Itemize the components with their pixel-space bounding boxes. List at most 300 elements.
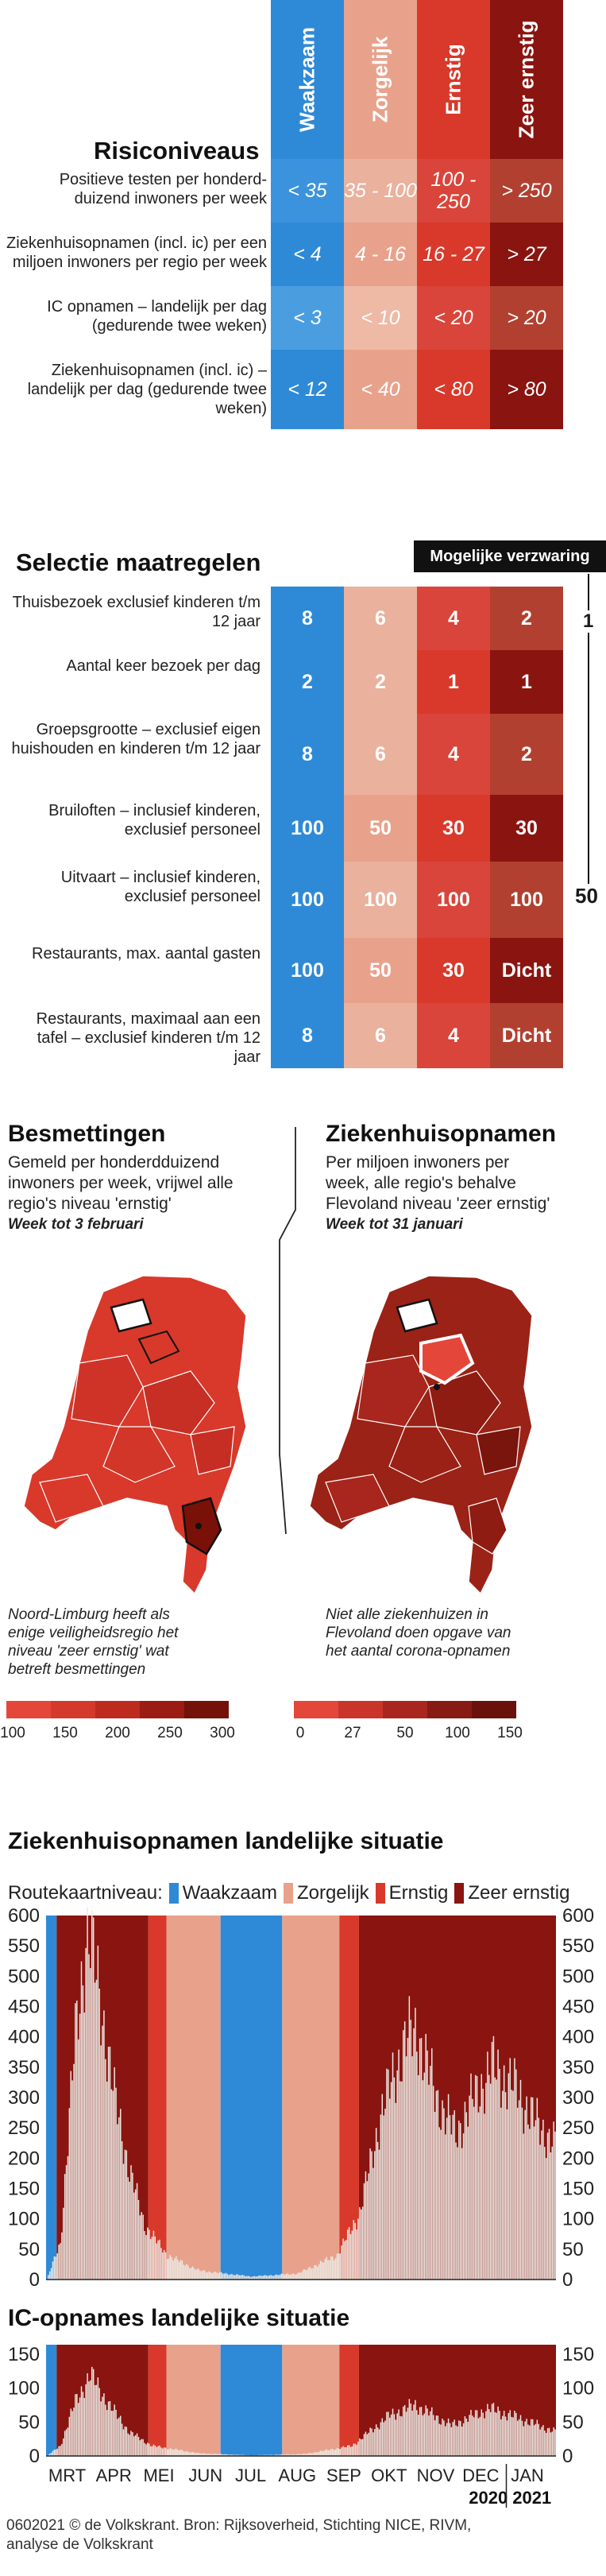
map-left-note xyxy=(8,1606,178,1679)
y-tick-label-right: 450 xyxy=(562,1996,595,2018)
bar xyxy=(374,2429,375,2456)
bar xyxy=(401,2082,402,2280)
bar xyxy=(311,2268,312,2280)
measure-cell: 4 xyxy=(417,714,490,795)
bar xyxy=(411,2056,412,2280)
bar xyxy=(325,2450,326,2456)
bar xyxy=(505,2092,506,2280)
bar xyxy=(111,2090,112,2280)
bar xyxy=(118,2117,119,2280)
bar xyxy=(359,2438,360,2456)
bar xyxy=(507,2420,508,2456)
bar xyxy=(76,2394,77,2456)
measure-cell: 6 xyxy=(344,714,417,795)
bar xyxy=(406,2056,407,2280)
x-tick-label: APR xyxy=(95,2466,132,2485)
bar xyxy=(399,2416,400,2456)
bar xyxy=(76,2001,77,2280)
measure-cell: 8 xyxy=(271,587,344,650)
bar xyxy=(537,2098,538,2280)
bar xyxy=(409,2399,410,2456)
bar xyxy=(61,2233,62,2280)
bar xyxy=(380,2114,381,2280)
y-tick-label-right: 300 xyxy=(562,2087,595,2109)
bar xyxy=(90,2380,91,2456)
y-tick-label-right: 0 xyxy=(562,2446,573,2467)
bar xyxy=(512,2091,513,2280)
bar xyxy=(539,2144,540,2280)
bar xyxy=(482,2089,483,2280)
measure-cell: 30 xyxy=(490,795,563,862)
bar xyxy=(367,2435,368,2456)
measure-cell: 6 xyxy=(344,587,417,650)
bar xyxy=(157,2446,158,2456)
x-tick-label: JUL xyxy=(234,2466,267,2485)
bar xyxy=(113,2411,114,2456)
risk-cell: < 4 xyxy=(271,223,344,286)
bar xyxy=(526,2419,527,2456)
bar xyxy=(327,2450,328,2456)
desc-line: Flevoland niveau 'zeer ernstig' xyxy=(326,1195,550,1213)
bar xyxy=(221,2272,222,2280)
bar xyxy=(473,2107,474,2280)
bar xyxy=(115,2088,116,2280)
bar xyxy=(184,2452,185,2456)
bar xyxy=(411,2411,412,2456)
bar xyxy=(338,2253,339,2280)
y-tick-label-right: 150 xyxy=(562,2344,595,2365)
risk-cell: < 3 xyxy=(271,286,344,350)
bar xyxy=(71,2411,72,2456)
bar xyxy=(155,2446,156,2456)
map-ziekenhuisopnamen xyxy=(294,1268,548,1602)
bar xyxy=(275,2275,276,2280)
bar xyxy=(547,2428,548,2456)
legend-tick: 100 xyxy=(445,1725,470,1741)
bar xyxy=(416,2051,417,2280)
bar xyxy=(532,2098,533,2280)
bar xyxy=(105,2405,106,2456)
bar xyxy=(542,2425,543,2456)
bar xyxy=(507,2109,508,2280)
desc-line: regio's niveau 'ernstig' xyxy=(8,1195,172,1213)
bar xyxy=(534,2126,535,2280)
bar xyxy=(342,2446,343,2456)
bar xyxy=(553,2427,554,2456)
bar xyxy=(159,2446,160,2456)
level-period-band xyxy=(339,1916,359,2280)
bar xyxy=(445,2427,446,2456)
bar xyxy=(115,2410,116,2456)
bar xyxy=(52,2451,53,2456)
bar xyxy=(66,2165,67,2280)
level-header-zorgelijk xyxy=(344,0,417,159)
bar xyxy=(419,2039,420,2280)
bar xyxy=(186,2264,187,2280)
y-tick-label-left: 0 xyxy=(29,2446,40,2467)
bar xyxy=(335,2450,336,2456)
y-tick-label-left: 250 xyxy=(7,2117,40,2140)
bar xyxy=(308,2268,309,2280)
measure-cell: 1 xyxy=(417,650,490,714)
bar xyxy=(357,2442,358,2456)
bar xyxy=(106,2410,107,2456)
bar xyxy=(409,1996,410,2280)
bar xyxy=(300,2272,301,2280)
bar xyxy=(127,2434,128,2456)
bar xyxy=(550,2432,551,2456)
bar xyxy=(541,2130,542,2280)
map-left-week: Week tot 3 februari xyxy=(8,1216,144,1233)
swatch-waakzaam xyxy=(169,1883,179,1904)
level-period-band xyxy=(167,2345,221,2456)
bar xyxy=(296,2274,297,2280)
bar xyxy=(81,2386,82,2456)
bar xyxy=(520,2415,521,2456)
bar xyxy=(451,2427,452,2456)
x-tick-label: SEP xyxy=(326,2466,361,2485)
bar xyxy=(455,2425,456,2456)
bar xyxy=(140,2440,141,2456)
bar xyxy=(123,2429,124,2456)
bar xyxy=(184,2265,185,2280)
bar xyxy=(312,2268,313,2280)
bar xyxy=(117,2125,118,2280)
risk-cell: < 10 xyxy=(344,286,417,350)
bar xyxy=(365,2431,366,2456)
bar xyxy=(126,2427,127,2456)
bar xyxy=(472,2099,473,2280)
bar xyxy=(291,2274,292,2280)
measure-cell: 100 xyxy=(271,795,344,862)
level-label: Zeer ernstig xyxy=(514,20,538,139)
bar xyxy=(183,2264,184,2280)
bar xyxy=(421,2038,422,2280)
x-tick-label: OKT xyxy=(371,2466,407,2485)
bar xyxy=(100,2045,101,2280)
bar xyxy=(485,2083,486,2280)
bar xyxy=(160,2248,161,2280)
bar xyxy=(522,2421,523,2456)
risk-row-label: IC opnamen – landelijk per dag (gedurende twee weken) xyxy=(47,298,267,335)
measure-cell: 1 xyxy=(490,650,563,714)
level-label: Waakzaam xyxy=(295,27,319,132)
legend-swatch xyxy=(140,1701,184,1718)
level-label: Zorgelijk xyxy=(368,36,392,123)
bar xyxy=(105,2059,106,2280)
bar xyxy=(150,2446,151,2456)
bar xyxy=(512,2417,513,2456)
measure-row-label: Groepsgrootte – exclusief eigen huishouden en kinderen t/m 12 jaar xyxy=(11,721,261,757)
bar xyxy=(353,2220,354,2280)
bar xyxy=(505,2416,506,2456)
x-tick-label: MRT xyxy=(48,2466,87,2485)
ic-chart-title: IC-opnames landelijke situatie xyxy=(8,2305,350,2331)
bar xyxy=(371,2152,372,2280)
route-legend xyxy=(8,1882,569,1904)
bar xyxy=(91,2367,92,2456)
bar xyxy=(147,2442,148,2456)
bar xyxy=(157,2241,158,2280)
bar xyxy=(350,2447,351,2456)
bar xyxy=(404,2405,405,2456)
bar xyxy=(364,2183,365,2280)
bar xyxy=(527,2424,528,2456)
bar xyxy=(216,2272,217,2280)
bar xyxy=(132,2173,133,2280)
hospital-chart xyxy=(0,1908,606,2289)
bar xyxy=(467,2422,468,2456)
bar xyxy=(130,2165,131,2280)
bar xyxy=(91,1911,92,2280)
y-tick-label-right: 100 xyxy=(562,2208,595,2230)
level-period-band xyxy=(282,1916,339,2280)
x-tick-label: JAN xyxy=(511,2466,544,2485)
bar xyxy=(130,2431,131,2456)
bar xyxy=(398,2409,399,2456)
ic-chart xyxy=(0,2337,606,2512)
bar xyxy=(278,2276,279,2280)
bar xyxy=(391,2415,392,2456)
measure-cell: 2 xyxy=(490,714,563,795)
bar xyxy=(529,2129,530,2280)
map-right-week: Week tot 31 januari xyxy=(326,1216,463,1233)
legend-swatch xyxy=(6,1701,51,1718)
bar xyxy=(487,2404,488,2456)
bar xyxy=(213,2272,214,2280)
bar xyxy=(344,2447,345,2456)
bar xyxy=(335,2258,336,2280)
bar xyxy=(142,2214,143,2280)
bar xyxy=(502,2416,503,2456)
bar xyxy=(365,2171,366,2280)
bar xyxy=(520,2080,521,2280)
y-tick-label-left: 450 xyxy=(7,1996,40,2018)
legend-swatch xyxy=(338,1701,383,1718)
bar xyxy=(243,2276,244,2280)
bar xyxy=(314,2265,315,2280)
bar xyxy=(443,2109,444,2280)
bar xyxy=(448,2094,449,2280)
bar xyxy=(266,2276,267,2280)
bar xyxy=(332,2449,333,2456)
bar xyxy=(356,2229,357,2280)
bar xyxy=(380,2422,381,2456)
level-period-band xyxy=(282,2345,339,2456)
bar xyxy=(103,2393,104,2456)
bar xyxy=(69,2108,70,2280)
bar xyxy=(352,2446,353,2456)
bar xyxy=(553,2121,554,2280)
bar xyxy=(552,2431,553,2456)
bar xyxy=(180,2450,181,2456)
bar xyxy=(350,2234,351,2280)
bar xyxy=(544,2431,545,2456)
y-tick-label-right: 150 xyxy=(562,2178,595,2200)
y-tick-label-left: 0 xyxy=(29,2269,40,2289)
bar xyxy=(352,2230,353,2280)
bar xyxy=(377,2427,378,2456)
footer-line: analyse de Volkskrant xyxy=(6,2536,153,2553)
bar xyxy=(549,2129,550,2280)
bar xyxy=(323,2451,324,2456)
bar xyxy=(389,2418,390,2456)
bar xyxy=(472,2415,473,2456)
bar xyxy=(379,2429,380,2456)
bar xyxy=(177,2450,178,2456)
bar xyxy=(329,2260,330,2280)
bar xyxy=(98,1989,99,2280)
bar xyxy=(337,2448,338,2456)
x-tick-label: AUG xyxy=(278,2466,317,2485)
risk-cell: < 40 xyxy=(344,350,417,429)
y-tick-label-right: 250 xyxy=(562,2117,595,2140)
measure-cell: 2 xyxy=(271,650,344,714)
bar xyxy=(514,2059,515,2280)
footer-line: 0602021 © de Volkskrant. Bron: Rijksoverheid, Stichting NICE, RIVM, xyxy=(6,2517,472,2534)
bar xyxy=(434,2420,435,2456)
bar xyxy=(490,2412,491,2456)
bar xyxy=(320,2260,321,2280)
bar xyxy=(171,2257,172,2280)
level-period-band xyxy=(221,2345,283,2456)
bar xyxy=(345,2447,346,2456)
bar xyxy=(448,2419,449,2456)
bar xyxy=(488,2075,489,2280)
risk-row-label: Ziekenhuisopnamen (incl. ic) – landelijk per dag (gedurende twee weken) xyxy=(27,362,267,417)
x-tick-label: NOV xyxy=(416,2466,455,2485)
bar xyxy=(552,2147,553,2280)
bar xyxy=(85,2384,86,2456)
bar xyxy=(425,2034,426,2280)
bar xyxy=(478,2113,479,2280)
bar xyxy=(145,2444,146,2456)
y-tick-label-left: 50 xyxy=(18,2238,40,2260)
measure-row-label: Restaurants, maximaal aan een tafel – exclusief kinderen t/m 12 jaar xyxy=(36,1010,261,1066)
bar xyxy=(424,2073,425,2280)
legend-swatch xyxy=(51,1701,95,1718)
bar xyxy=(141,2212,142,2280)
bar xyxy=(382,2418,383,2456)
bar xyxy=(54,2450,55,2456)
bar xyxy=(120,2109,121,2280)
bar xyxy=(169,2448,170,2456)
measure-cell: 30 xyxy=(417,938,490,1003)
bar xyxy=(338,2448,339,2456)
bar xyxy=(330,2449,331,2456)
bar xyxy=(320,2450,321,2456)
legend-swatch xyxy=(95,1701,140,1718)
bar xyxy=(396,2413,397,2456)
measure-cell: 100 xyxy=(271,862,344,938)
x-tick-label: MEI xyxy=(143,2466,175,2485)
risk-cell: 16 - 27 xyxy=(417,223,490,286)
bar xyxy=(78,2403,79,2456)
bar xyxy=(549,2428,550,2456)
bar xyxy=(144,2443,145,2456)
legend-tick: 0 xyxy=(295,1725,305,1741)
bar xyxy=(527,2125,528,2280)
bar xyxy=(214,2272,215,2280)
bar xyxy=(117,2419,118,2456)
y-tick-label-left: 500 xyxy=(7,1966,40,1988)
bar xyxy=(515,2070,516,2280)
bar xyxy=(81,1962,82,2280)
bar xyxy=(451,2134,452,2280)
bar xyxy=(241,2275,242,2280)
bar xyxy=(392,2052,393,2280)
measure-cell: 50 xyxy=(344,795,417,862)
bar xyxy=(177,2260,178,2280)
bar xyxy=(493,2403,494,2456)
bar xyxy=(470,2410,471,2456)
bar xyxy=(443,2420,444,2456)
y-tick-label-left: 50 xyxy=(18,2411,40,2434)
bar xyxy=(162,2448,163,2456)
bar xyxy=(73,2064,74,2280)
legend-tick: 100 xyxy=(0,1725,25,1741)
bar xyxy=(285,2274,286,2280)
bar xyxy=(372,2432,373,2456)
measure-cell: 4 xyxy=(417,587,490,650)
measure-cell: 100 xyxy=(271,938,344,1003)
bar xyxy=(132,2432,133,2456)
y-tick-label-left: 600 xyxy=(7,1908,40,1927)
bar xyxy=(372,2168,373,2280)
bar xyxy=(297,2273,298,2280)
bar xyxy=(386,2412,387,2456)
bar xyxy=(52,2261,53,2280)
bar xyxy=(369,2427,370,2456)
bar xyxy=(367,2181,368,2280)
bar xyxy=(517,2108,518,2280)
bar xyxy=(436,2091,437,2280)
note-line: Noord-Limburg heeft als xyxy=(8,1606,170,1623)
bar xyxy=(153,2445,154,2456)
risk-cell: < 80 xyxy=(417,350,490,429)
risk-cell: > 250 xyxy=(490,159,563,223)
y-tick-label-left: 100 xyxy=(7,2208,40,2230)
bar xyxy=(433,2086,434,2280)
bar xyxy=(369,2148,370,2280)
bar xyxy=(413,2404,414,2456)
bar xyxy=(455,2143,456,2280)
measure-cell: 100 xyxy=(344,862,417,938)
bar xyxy=(127,2177,128,2280)
bar xyxy=(394,2078,395,2280)
bar xyxy=(418,2415,419,2456)
bar xyxy=(293,2274,294,2280)
bar xyxy=(481,2409,482,2456)
bar xyxy=(421,2407,422,2456)
bar xyxy=(283,2274,284,2280)
legend-swatch xyxy=(184,1701,229,1718)
bar xyxy=(404,2021,405,2280)
bar xyxy=(126,2150,127,2280)
risk-cell: 100 - 250 xyxy=(417,159,490,223)
bar xyxy=(529,2426,530,2456)
bar xyxy=(399,2082,400,2280)
bar xyxy=(168,2259,169,2280)
measure-row-label: Restaurants, max. aantal gasten xyxy=(32,945,261,963)
measure-row-label: Thuisbezoek exclusief kinderen t/m 12 jaar xyxy=(12,594,261,630)
bar xyxy=(268,2276,269,2280)
bar xyxy=(446,2423,447,2456)
bar xyxy=(500,2419,501,2456)
year-label: 2020 xyxy=(469,2488,508,2508)
y-tick-label-right: 0 xyxy=(562,2269,573,2289)
bar xyxy=(342,2238,343,2280)
